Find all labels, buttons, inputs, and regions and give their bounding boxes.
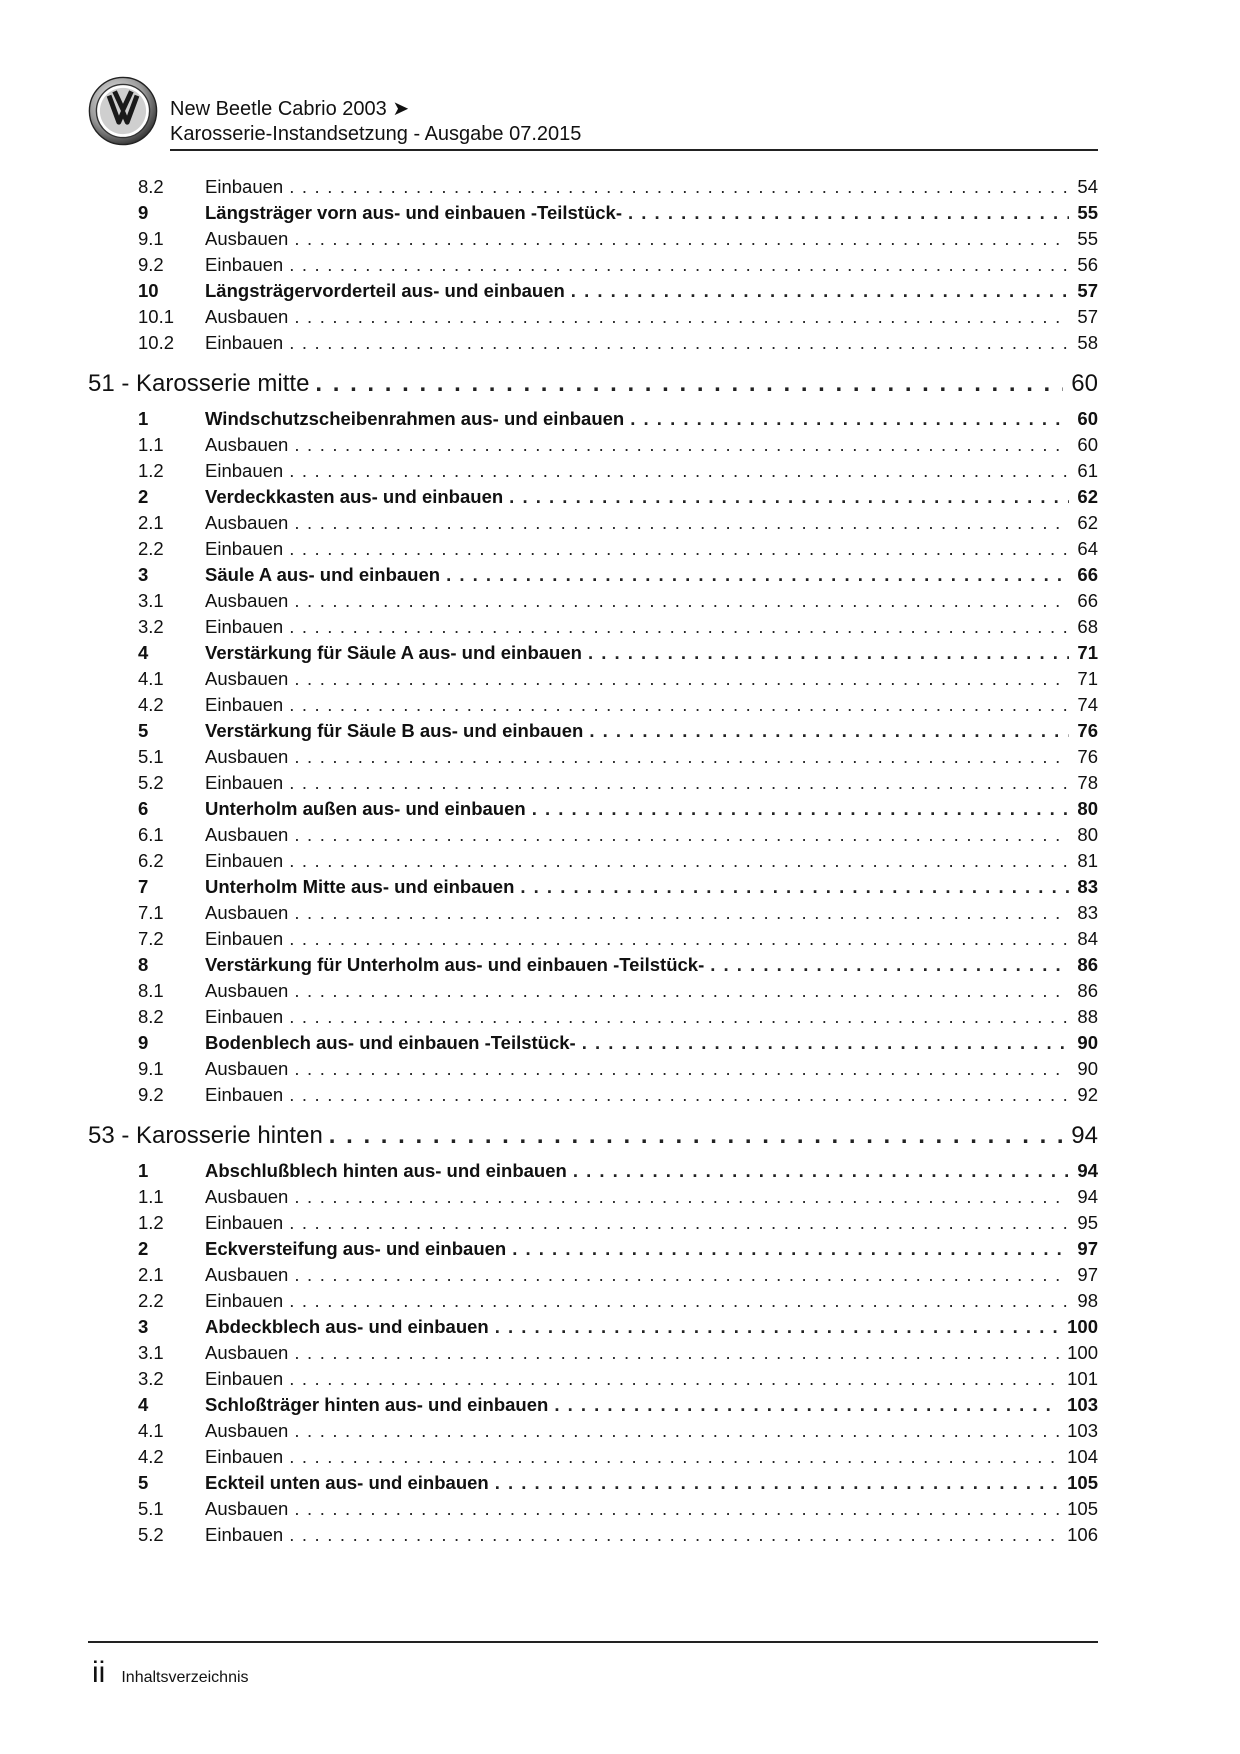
dot-leader — [532, 798, 1070, 820]
dot-leader — [294, 1420, 1059, 1442]
toc-section-entry[interactable] — [88, 1472, 1098, 1498]
toc-subsection-entry[interactable] — [88, 460, 1098, 486]
entry-number: 7 — [138, 876, 149, 897]
dot-leader — [630, 408, 1069, 430]
dot-leader — [628, 202, 1069, 224]
page-header — [88, 72, 1098, 152]
footer-label: Inhaltsverzeichnis — [121, 1669, 249, 1686]
entry-title: Ausbauen — [205, 1186, 289, 1207]
entry-number: 4.1 — [138, 1420, 164, 1441]
entry-title: Ausbauen — [205, 512, 289, 533]
toc-section-entry[interactable] — [88, 720, 1098, 746]
entry-page: 98 — [1077, 1290, 1098, 1311]
entry-title: Ausbauen — [205, 1264, 289, 1285]
entry-page: 84 — [1077, 928, 1098, 949]
entry-page: 106 — [1067, 1524, 1098, 1545]
dot-leader — [582, 1032, 1070, 1054]
entry-title: Ausbauen — [205, 824, 289, 845]
entry-title: Ausbauen — [205, 902, 289, 923]
entry-page: 104 — [1067, 1446, 1098, 1467]
entry-number: 4 — [138, 642, 149, 663]
toc-subsection-entry[interactable] — [88, 1006, 1098, 1032]
dot-leader — [710, 954, 1069, 976]
toc-subsection-entry[interactable] — [88, 306, 1098, 332]
entry-page: 78 — [1077, 772, 1098, 793]
entry-title: Einbauen — [205, 176, 284, 197]
footer-rule — [88, 1641, 1098, 1643]
entry-number: 7.1 — [138, 902, 164, 923]
entry-title: Einbauen — [205, 1368, 284, 1389]
entry-title: Schloßträger hinten aus- und einbauen — [205, 1394, 549, 1415]
entry-page: 68 — [1077, 616, 1098, 637]
entry-title: Einbauen — [205, 332, 284, 353]
entry-page: 90 — [1077, 1058, 1098, 1079]
dot-leader — [571, 280, 1070, 302]
toc-subsection-entry[interactable] — [88, 590, 1098, 616]
entry-page: 103 — [1067, 1394, 1098, 1415]
dot-leader — [289, 1290, 1069, 1312]
entry-number: 7.2 — [138, 928, 164, 949]
toc-section-entry[interactable] — [88, 798, 1098, 824]
entry-number: 5.2 — [138, 1524, 164, 1545]
entry-number: 4.2 — [138, 694, 164, 715]
dot-leader — [289, 850, 1069, 872]
entry-number: 8.1 — [138, 980, 164, 1001]
entry-page: 80 — [1077, 798, 1098, 819]
entry-number: 5 — [138, 1472, 149, 1493]
entry-page: 62 — [1077, 486, 1098, 507]
dot-leader — [294, 1186, 1069, 1208]
entry-page: 60 — [1077, 434, 1098, 455]
entry-title: Einbauen — [205, 928, 284, 949]
entry-title: Verstärkung für Unterholm aus- und einbauen -Teilstück- — [205, 954, 705, 975]
table-of-contents — [88, 176, 1098, 1550]
dot-leader — [589, 720, 1069, 742]
dot-leader — [512, 1238, 1069, 1260]
toc-subsection-entry[interactable] — [88, 668, 1098, 694]
entry-number: 9.2 — [138, 1084, 164, 1105]
dot-leader — [289, 694, 1069, 716]
entry-page: 100 — [1067, 1342, 1098, 1363]
dot-leader — [289, 176, 1069, 198]
dot-leader — [294, 434, 1069, 456]
entry-number: 2.2 — [138, 1290, 164, 1311]
dot-leader — [554, 1394, 1059, 1416]
entry-page: 66 — [1077, 564, 1098, 585]
toc-section-entry[interactable] — [88, 1316, 1098, 1342]
entry-title: Unterholm Mitte aus- und einbauen — [205, 876, 515, 897]
entry-number: 10.1 — [138, 306, 175, 327]
dot-leader — [289, 1212, 1069, 1234]
entry-page: 105 — [1067, 1472, 1098, 1493]
entry-title: Ausbauen — [205, 746, 289, 767]
toc-section-entry[interactable] — [88, 1032, 1098, 1058]
header-rule — [170, 149, 1098, 151]
toc-section-entry[interactable] — [88, 1160, 1098, 1186]
toc-subsection-entry[interactable] — [88, 694, 1098, 720]
toc-subsection-entry[interactable] — [88, 254, 1098, 280]
entry-title: Abschlußblech hinten aus- und einbauen — [205, 1160, 567, 1181]
entry-page: 54 — [1077, 176, 1098, 197]
entry-number: 2 — [138, 486, 149, 507]
toc-subsection-entry[interactable] — [88, 1186, 1098, 1212]
entry-page: 71 — [1077, 668, 1098, 689]
chapter-page: 94 — [1071, 1122, 1098, 1149]
entry-number: 1 — [138, 408, 149, 429]
dot-leader — [289, 616, 1069, 638]
entry-page: 66 — [1077, 590, 1098, 611]
entry-page: 101 — [1067, 1368, 1098, 1389]
toc-subsection-entry[interactable] — [88, 1264, 1098, 1290]
dot-leader — [294, 1342, 1059, 1364]
dot-leader — [289, 772, 1069, 794]
toc-subsection-entry[interactable] — [88, 616, 1098, 642]
entry-page: 83 — [1077, 876, 1098, 897]
entry-page: 76 — [1077, 746, 1098, 767]
entry-title: Längsträgervorderteil aus- und einbauen — [205, 280, 565, 301]
entry-title: Ausbauen — [205, 434, 289, 455]
entry-page: 105 — [1067, 1498, 1098, 1519]
chapter-title: 53 - Karosserie hinten — [88, 1122, 323, 1149]
entry-number: 5.2 — [138, 772, 164, 793]
entry-page: 86 — [1077, 954, 1098, 975]
entry-page: 74 — [1077, 694, 1098, 715]
dot-leader — [289, 928, 1069, 950]
entry-number: 3.2 — [138, 1368, 164, 1389]
dot-leader — [495, 1472, 1059, 1494]
entry-page: 57 — [1077, 280, 1098, 301]
entry-page: 94 — [1077, 1160, 1098, 1181]
toc-subsection-entry[interactable] — [88, 538, 1098, 564]
toc-subsection-entry[interactable] — [88, 980, 1098, 1006]
dot-leader — [294, 590, 1069, 612]
toc-subsection-entry[interactable] — [88, 1084, 1098, 1110]
toc-subsection-entry[interactable] — [88, 1524, 1098, 1550]
entry-number: 1.2 — [138, 460, 164, 481]
toc-group-51 — [88, 408, 1098, 1110]
entry-title: Ausbauen — [205, 668, 289, 689]
entry-title: Säule A aus- und einbauen — [205, 564, 441, 585]
entry-page: 55 — [1077, 202, 1098, 223]
entry-title: Einbauen — [205, 850, 284, 871]
entry-title: Windschutzscheibenrahmen aus- und einbauen — [205, 408, 625, 429]
entry-title: Einbauen — [205, 1212, 284, 1233]
chapter-entry-53[interactable] — [88, 1122, 1098, 1154]
toc-section-entry[interactable] — [88, 408, 1098, 434]
entry-number: 3.2 — [138, 616, 164, 637]
entry-number: 5.1 — [138, 746, 164, 767]
entry-title: Einbauen — [205, 460, 284, 481]
entry-page: 64 — [1077, 538, 1098, 559]
entry-number: 6.2 — [138, 850, 164, 871]
entry-page: 80 — [1077, 824, 1098, 845]
dot-leader — [446, 564, 1069, 586]
entry-page: 71 — [1077, 642, 1098, 663]
entry-number: 8.2 — [138, 176, 164, 197]
entry-number: 2.2 — [138, 538, 164, 559]
toc-subsection-entry[interactable] — [88, 176, 1098, 202]
entry-number: 8 — [138, 954, 149, 975]
dot-leader — [289, 1084, 1069, 1106]
dot-leader — [573, 1160, 1070, 1182]
entry-page: 56 — [1077, 254, 1098, 275]
entry-title: Ausbauen — [205, 980, 289, 1001]
entry-title: Einbauen — [205, 254, 284, 275]
toc-subsection-entry[interactable] — [88, 1058, 1098, 1084]
toc-group-53 — [88, 1160, 1098, 1550]
entry-number: 3 — [138, 564, 149, 585]
entry-title: Einbauen — [205, 694, 284, 715]
dot-leader — [329, 1122, 1064, 1150]
dot-leader — [289, 254, 1069, 276]
toc-subsection-entry[interactable] — [88, 772, 1098, 798]
toc-subsection-entry[interactable] — [88, 1368, 1098, 1394]
toc-subsection-entry[interactable] — [88, 824, 1098, 850]
toc-section-entry[interactable] — [88, 202, 1098, 228]
vw-logo-icon — [88, 76, 158, 146]
page-footer — [92, 1656, 249, 1690]
entry-page: 86 — [1077, 980, 1098, 1001]
toc-subsection-entry[interactable] — [88, 850, 1098, 876]
entry-number: 9.1 — [138, 228, 164, 249]
dot-leader — [294, 1058, 1069, 1080]
toc-subsection-entry[interactable] — [88, 512, 1098, 538]
entry-number: 2.1 — [138, 1264, 164, 1285]
toc-subsection-entry[interactable] — [88, 228, 1098, 254]
entry-number: 5.1 — [138, 1498, 164, 1519]
dot-leader — [294, 980, 1069, 1002]
entry-title: Einbauen — [205, 538, 284, 559]
entry-title: Einbauen — [205, 1446, 284, 1467]
entry-number: 6.1 — [138, 824, 164, 845]
dot-leader — [294, 668, 1069, 690]
entry-number: 5 — [138, 720, 149, 741]
entry-title: Einbauen — [205, 616, 284, 637]
entry-number: 10 — [138, 280, 159, 301]
dot-leader — [289, 332, 1069, 354]
entry-number: 9.1 — [138, 1058, 164, 1079]
dot-leader — [294, 746, 1069, 768]
toc-subsection-entry[interactable] — [88, 1446, 1098, 1472]
header-edition: Karosserie-Instandsetzung - Ausgabe 07.2015 — [170, 123, 582, 145]
toc-section-entry[interactable] — [88, 1238, 1098, 1264]
dot-leader — [289, 1368, 1059, 1390]
dot-leader — [294, 824, 1069, 846]
entry-page: 88 — [1077, 1006, 1098, 1027]
dot-leader — [495, 1316, 1059, 1338]
dot-leader — [520, 876, 1069, 898]
dot-leader — [289, 1006, 1069, 1028]
toc-subsection-entry[interactable] — [88, 1342, 1098, 1368]
entry-number: 2 — [138, 1238, 149, 1259]
toc-section-entry[interactable] — [88, 876, 1098, 902]
entry-number: 3.1 — [138, 590, 164, 611]
entry-title: Einbauen — [205, 1524, 284, 1545]
entry-title: Abdeckblech aus- und einbauen — [205, 1316, 489, 1337]
dot-leader — [289, 1524, 1059, 1546]
entry-title: Längsträger vorn aus- und einbauen -Teilstück- — [205, 202, 622, 223]
toc-section-entry[interactable] — [88, 564, 1098, 590]
entry-page: 90 — [1077, 1032, 1098, 1053]
entry-title: Verstärkung für Säule A aus- und einbauen — [205, 642, 582, 663]
dot-leader — [315, 370, 1063, 398]
toc-subsection-entry[interactable] — [88, 1290, 1098, 1316]
page-number: ii — [92, 1656, 106, 1689]
entry-title: Einbauen — [205, 1290, 284, 1311]
entry-number: 3.1 — [138, 1342, 164, 1363]
entry-page: 100 — [1067, 1316, 1098, 1337]
entry-page: 95 — [1077, 1212, 1098, 1233]
dot-leader — [588, 642, 1069, 664]
entry-number: 2.1 — [138, 512, 164, 533]
dot-leader — [289, 460, 1069, 482]
entry-title: Einbauen — [205, 1006, 284, 1027]
toc-subsection-entry[interactable] — [88, 1212, 1098, 1238]
header-text — [170, 97, 581, 147]
entry-title: Verdeckkasten aus- und einbauen — [205, 486, 504, 507]
entry-title: Ausbauen — [205, 228, 289, 249]
entry-number: 1.2 — [138, 1212, 164, 1233]
toc-subsection-entry[interactable] — [88, 902, 1098, 928]
entry-page: 94 — [1077, 1186, 1098, 1207]
entry-page: 57 — [1077, 306, 1098, 327]
entry-page: 55 — [1077, 228, 1098, 249]
dot-leader — [294, 1264, 1069, 1286]
chapter-title: 51 - Karosserie mitte — [88, 370, 310, 397]
entry-title: Eckteil unten aus- und einbauen — [205, 1472, 489, 1493]
dot-leader — [294, 1498, 1059, 1520]
entry-number: 4.2 — [138, 1446, 164, 1467]
entry-number: 10.2 — [138, 332, 175, 353]
toc-subsection-entry[interactable] — [88, 928, 1098, 954]
dot-leader — [289, 538, 1069, 560]
toc-section-entry[interactable] — [88, 642, 1098, 668]
entry-title: Verstärkung für Säule B aus- und einbauen — [205, 720, 584, 741]
entry-page: 60 — [1077, 408, 1098, 429]
toc-section-entry[interactable] — [88, 954, 1098, 980]
dot-leader — [289, 1446, 1059, 1468]
dot-leader — [294, 902, 1069, 924]
entry-number: 9 — [138, 1032, 149, 1053]
entry-number: 9.2 — [138, 254, 164, 275]
entry-title: Ausbauen — [205, 306, 289, 327]
toc-subsection-entry[interactable] — [88, 1498, 1098, 1524]
entry-title: Ausbauen — [205, 1420, 289, 1441]
entry-page: 61 — [1077, 460, 1098, 481]
entry-page: 83 — [1077, 902, 1098, 923]
entry-title: Unterholm außen aus- und einbauen — [205, 798, 526, 819]
entry-number: 1 — [138, 1160, 149, 1181]
toc-subsection-entry[interactable] — [88, 332, 1098, 358]
entry-title: Bodenblech aus- und einbauen -Teilstück- — [205, 1032, 576, 1053]
entry-number: 4 — [138, 1394, 149, 1415]
toc-subsection-entry[interactable] — [88, 1420, 1098, 1446]
dot-leader — [294, 512, 1069, 534]
entry-page: 58 — [1077, 332, 1098, 353]
entry-title: Eckversteifung aus- und einbauen — [205, 1238, 507, 1259]
entry-page: 103 — [1067, 1420, 1098, 1441]
chapter-page: 60 — [1071, 370, 1098, 397]
dot-leader — [509, 486, 1069, 508]
entry-title: Einbauen — [205, 772, 284, 793]
entry-number: 6 — [138, 798, 149, 819]
toc-lead-group — [88, 176, 1098, 358]
entry-number: 4.1 — [138, 668, 164, 689]
entry-page: 97 — [1077, 1238, 1098, 1259]
entry-number: 1.1 — [138, 434, 164, 455]
entry-page: 92 — [1077, 1084, 1098, 1105]
toc-section-entry[interactable] — [88, 486, 1098, 512]
header-model: New Beetle Cabrio 2003 ➤ — [170, 98, 410, 120]
entry-page: 76 — [1077, 720, 1098, 741]
entry-title: Ausbauen — [205, 1498, 289, 1519]
entry-page: 62 — [1077, 512, 1098, 533]
entry-page: 97 — [1077, 1264, 1098, 1285]
dot-leader — [294, 306, 1069, 328]
chapter-entry-51[interactable] — [88, 370, 1098, 402]
entry-title: Ausbauen — [205, 1342, 289, 1363]
entry-title: Ausbauen — [205, 1058, 289, 1079]
entry-page: 81 — [1077, 850, 1098, 871]
toc-subsection-entry[interactable] — [88, 434, 1098, 460]
dot-leader — [294, 228, 1069, 250]
toc-section-entry[interactable] — [88, 1394, 1098, 1420]
entry-title: Einbauen — [205, 1084, 284, 1105]
entry-number: 1.1 — [138, 1186, 164, 1207]
toc-section-entry[interactable] — [88, 280, 1098, 306]
entry-number: 9 — [138, 202, 149, 223]
entry-number: 8.2 — [138, 1006, 164, 1027]
entry-title: Ausbauen — [205, 590, 289, 611]
entry-number: 3 — [138, 1316, 149, 1337]
toc-subsection-entry[interactable] — [88, 746, 1098, 772]
